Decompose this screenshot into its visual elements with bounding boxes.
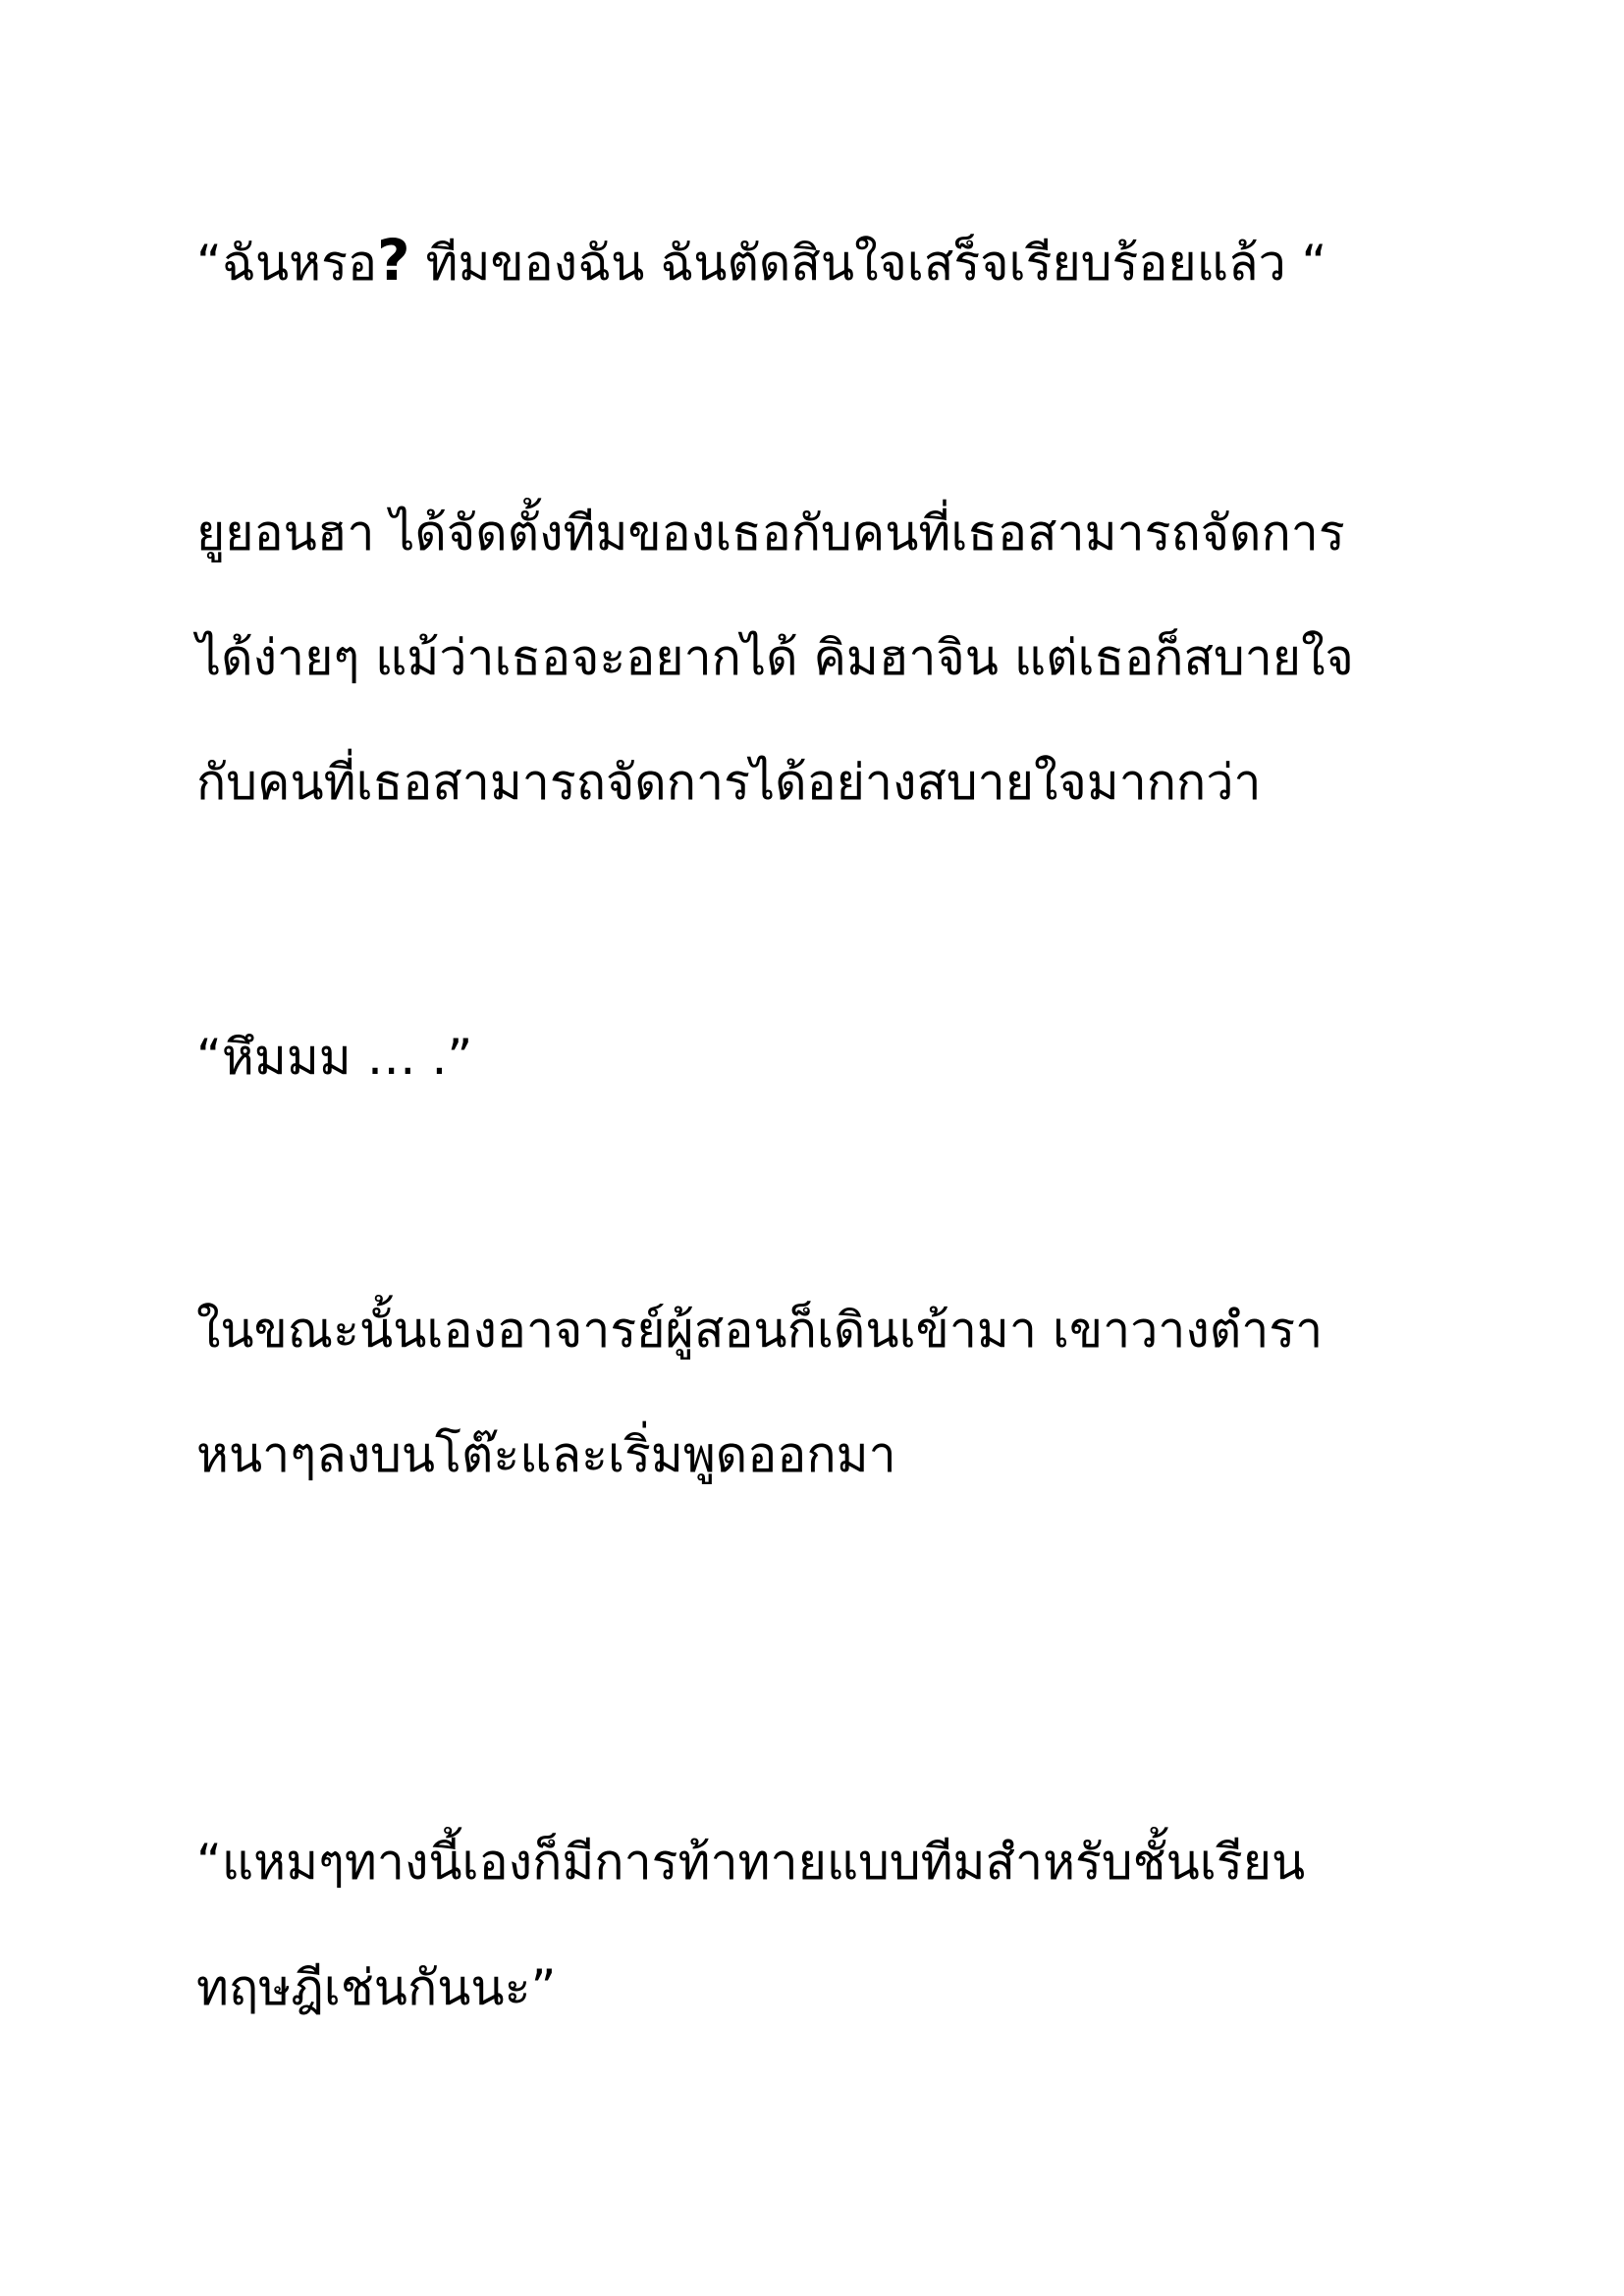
dialogue-line-teacher: “แหมๆทางนี้เองก็มีการท้าทายแบบทีมสำหรับชั้นเรียน [196, 1834, 1306, 1891]
dialogue-text-start: “ฉันหรอ [196, 235, 377, 292]
dialogue-line-teacher: ทฤษฎีเช่นกันนะ” [196, 1959, 557, 2016]
dialogue-line-team-decided [196, 227, 1327, 294]
dialogue-line-hmm: “หึมมม … .” [196, 1029, 473, 1086]
dialogue-text-end: ทีมของฉัน ฉันตัดสินใจเสร็จเรียบร้อยแล้ว “ [409, 235, 1327, 292]
narration-line: กับคนที่เธอสามารถจัดการได้อย่างสบายใจมากกว่า [196, 754, 1262, 811]
narration-line: ในขณะนั้นเองอาจารย์ผู้สอนก็เดินเข้ามา เขาวางตำรา [196, 1302, 1324, 1359]
question-mark: ? [376, 227, 410, 294]
narration-line: ยูยอนฮา ได้จัดตั้งทีมของเธอกับคนที่เธอสามารถจัดการ [196, 505, 1345, 561]
narration-line: หนาๆลงบนโต๊ะและเริ่มพูดออกมา [196, 1426, 896, 1483]
narration-line: ได้ง่ายๆ แม้ว่าเธอจะอยากได้ คิมฮาจิน แต่เธอก็สบายใจ [196, 629, 1354, 686]
